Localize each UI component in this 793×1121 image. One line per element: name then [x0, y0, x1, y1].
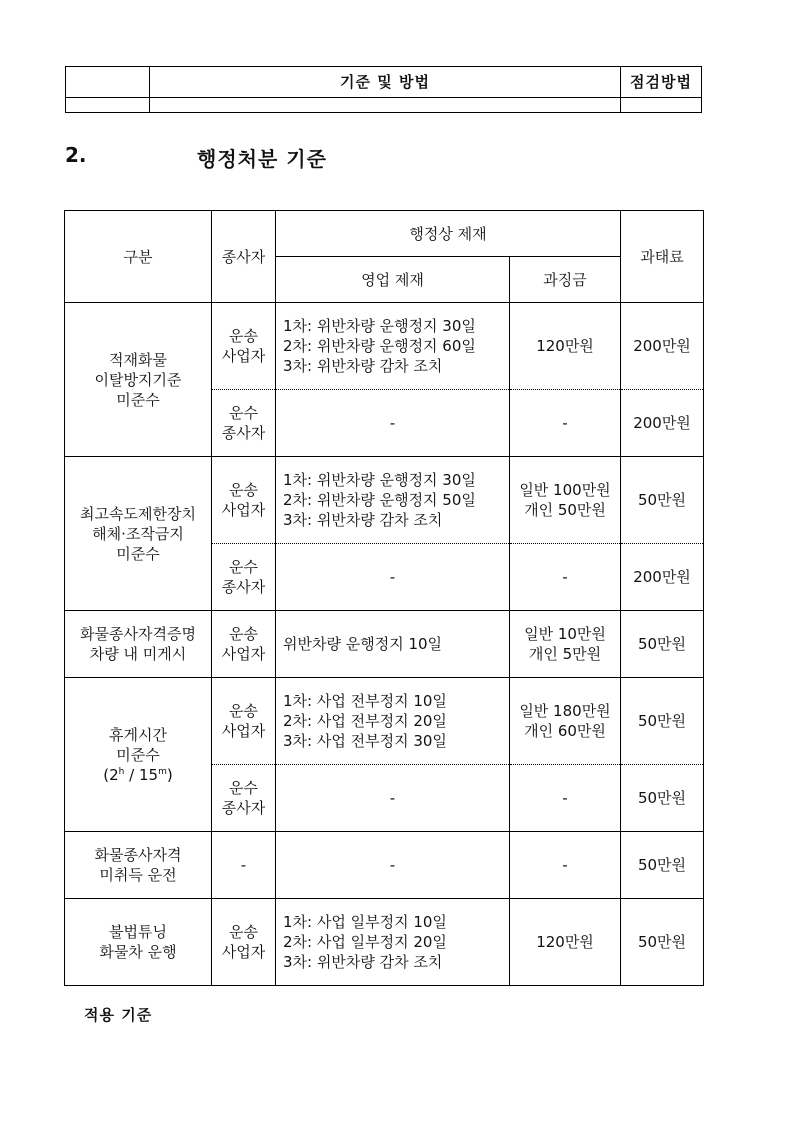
business-sanction-cell: 1차: 사업 일부정지 10일 2차: 사업 일부정지 20일 3차: 위반차량 감차 조치	[276, 899, 510, 986]
worker-cell: 운송 사업자	[212, 303, 276, 390]
category-text: / 15	[124, 765, 159, 784]
header-admin-sanction: 행정상 제재	[276, 211, 621, 257]
worker-cell: 운송 사업자	[212, 899, 276, 986]
fine-cell: 200만원	[621, 303, 704, 390]
top-empty-cell	[66, 97, 150, 112]
category-cell	[65, 678, 212, 832]
fine-cell: 50만원	[621, 611, 704, 678]
header-penalty-surcharge: 과징금	[510, 257, 621, 303]
business-sanction-cell: -	[276, 832, 510, 899]
top-empty-cell	[621, 97, 702, 112]
category-cell: 화물종사자격 미취득 운전	[65, 832, 212, 899]
superscript-m: m	[158, 766, 167, 777]
category-text: )	[166, 765, 173, 784]
surcharge-cell: 120만원	[510, 899, 621, 986]
fine-cell: 200만원	[621, 544, 704, 611]
surcharge-cell: 일반 180만원 개인 60만원	[510, 678, 621, 765]
category-cell: 적재화물 이탈방지기준 미준수	[65, 303, 212, 457]
header-worker: 종사자	[212, 211, 276, 303]
header-business-sanction: 영업 제재	[276, 257, 510, 303]
application-criteria-heading: 적용 기준	[84, 1006, 153, 1024]
surcharge-cell: 일반 10만원 개인 5만원	[510, 611, 621, 678]
fine-cell: 50만원	[621, 832, 704, 899]
section-title: 행정처분 기준	[197, 147, 327, 171]
fine-cell: 50만원	[621, 899, 704, 986]
worker-cell: 운수 종사자	[212, 390, 276, 457]
administrative-penalty-table	[64, 210, 704, 986]
surcharge-cell: 일반 100만원 개인 50만원	[510, 457, 621, 544]
section-number: 2.	[65, 143, 87, 167]
fine-cell: 50만원	[621, 457, 704, 544]
category-cell: 불법튜닝 화물차 운행	[65, 899, 212, 986]
category-cell: 화물종사자격증명 차량 내 미게시	[65, 611, 212, 678]
surcharge-cell: -	[510, 765, 621, 832]
category-cell: 최고속도제한장치 해체·조작금지 미준수	[65, 457, 212, 611]
fine-cell: 50만원	[621, 678, 704, 765]
inspection-method-header: 점검방법	[621, 67, 702, 98]
worker-cell: 운송 사업자	[212, 678, 276, 765]
superscript-h: h	[118, 766, 125, 777]
fine-cell: 50만원	[621, 765, 704, 832]
worker-cell: -	[212, 832, 276, 899]
surcharge-cell: -	[510, 544, 621, 611]
business-sanction-cell: -	[276, 390, 510, 457]
business-sanction-cell: 위반차량 운행정지 10일	[276, 611, 510, 678]
surcharge-cell: 120만원	[510, 303, 621, 390]
worker-cell: 운송 사업자	[212, 457, 276, 544]
worker-cell: 운수 종사자	[212, 765, 276, 832]
header-fine: 과태료	[621, 211, 704, 303]
category-line: 미준수	[116, 745, 160, 764]
business-sanction-cell: 1차: 사업 전부정지 10일 2차: 사업 전부정지 20일 3차: 사업 전부정지 30일	[276, 678, 510, 765]
top-header-table	[65, 66, 702, 113]
fine-cell: 200만원	[621, 390, 704, 457]
criteria-method-header: 기준 및 방법	[150, 67, 621, 98]
worker-cell: 운송 사업자	[212, 611, 276, 678]
surcharge-cell: -	[510, 832, 621, 899]
top-empty-cell	[150, 97, 621, 112]
business-sanction-cell: 1차: 위반차량 운행정지 30일 2차: 위반차량 운행정지 50일 3차: 위반차량 감차 조치	[276, 457, 510, 544]
category-line: 휴게시간	[109, 725, 167, 744]
category-text: (2	[103, 765, 119, 784]
business-sanction-cell: 1차: 위반차량 운행정지 30일 2차: 위반차량 운행정지 60일 3차: 위반차량 감차 조치	[276, 303, 510, 390]
category-line-rest-time	[65, 765, 211, 785]
worker-cell: 운수 종사자	[212, 544, 276, 611]
surcharge-cell: -	[510, 390, 621, 457]
header-category: 구분	[65, 211, 212, 303]
top-blank-cell	[66, 67, 150, 98]
business-sanction-cell: -	[276, 765, 510, 832]
business-sanction-cell: -	[276, 544, 510, 611]
